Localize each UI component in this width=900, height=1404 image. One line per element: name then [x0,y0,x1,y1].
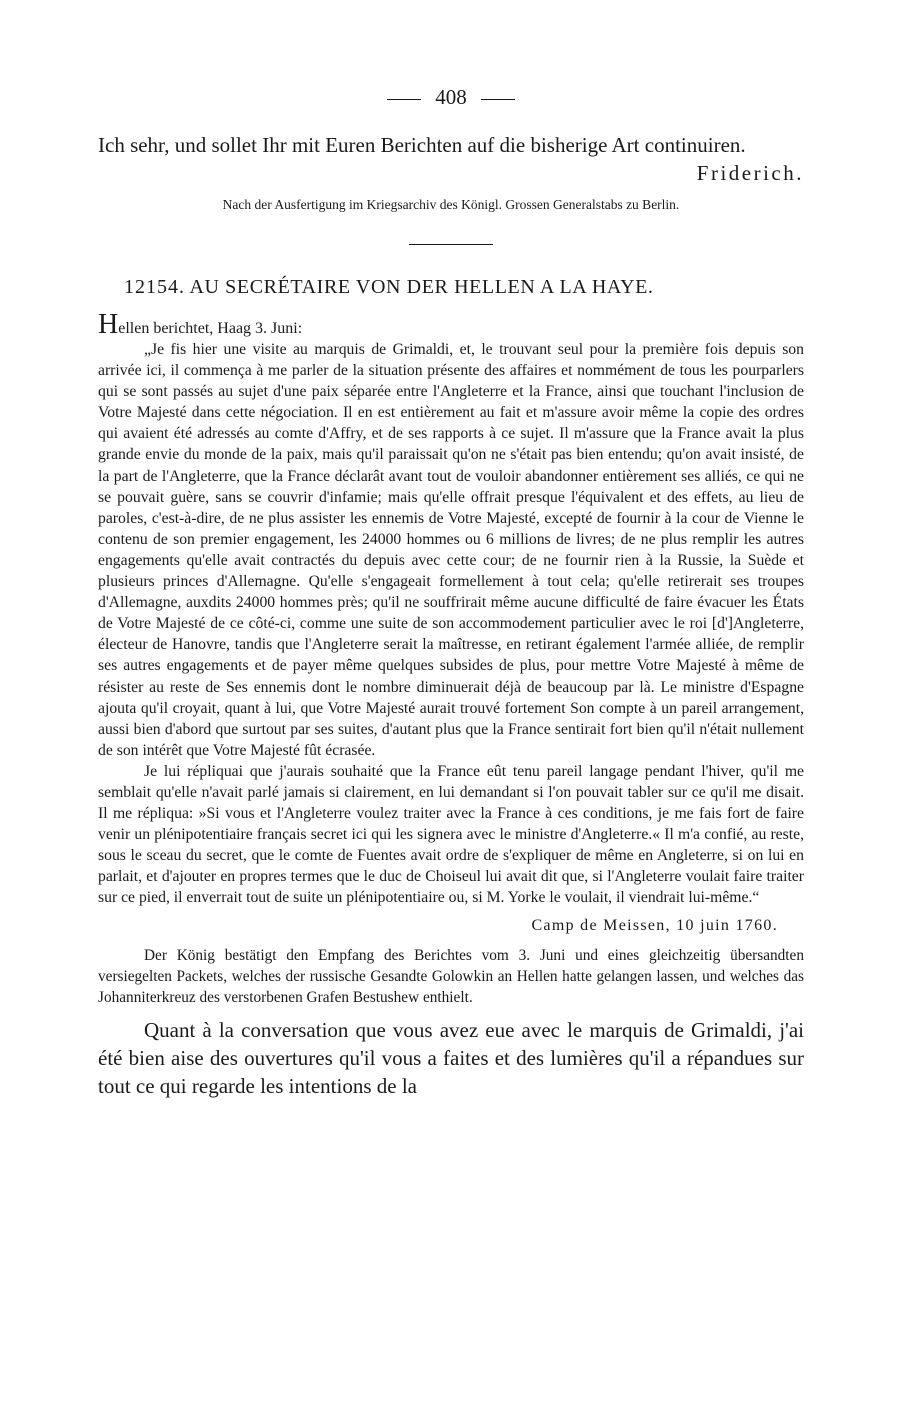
preceding-letter-closing: Ich sehr, und sollet Ihr mit Euren Berichten auf die bisherige Art continuiren. [98,133,746,157]
source-note: Nach der Ausfertigung im Kriegsarchiv des Königl. Grossen Generalstabs zu Berlin. [222,197,680,212]
signature-row [98,158,804,186]
signature: Friderich. [696,161,804,185]
quote-paragraph: „Je fis hier une visite au marquis de Grimaldi, et, le trouvant seul pour la première fois depuis son arrivée ici, il commença à me parler de la situation présente des affaires et nommément de tous les pourparlers qui se sont passés au sujet d'une paix séparée entre l'Angleterre et la France, ainsi que touchant l'inclusion de Votre Majesté dans cette négociation. Il en est entièrement au fait et m'assure avoir même la copie des ordres qui avaient été adressés au comte d'Affry, et de ses rapports à ce sujet. Il m'assure que la France avait la plus grande envie du monde de la paix, mais qu'il paraissait qu'on ne s'était pas bien entendu; qu'on avait insisté, de la part de l'Angleterre, que la France déclarât avant tout de vouloir abandonner entièrement ses alliés, ce qui ne se pouvait guère, sans se couvrir d'infamie; mais qu'elle offrait presque l'équivalent et des effets, au lieu de paroles, c'est-à-dire, de ne plus assister les ennemis de Votre Majesté, excepté de fournir à la cour de Vienne le contenu de son premier engagement, les 24000 hommes ou 6 millions de livres; de ne plus remplir les autres engagements qu'elle avait contractés du depuis avec cette cour; de ne fournir rien à la Russie, la Suède et plusieurs princes d'Allemagne. Qu'elle s'engageait formellement à tout cela; qu'elle retirerait ses troupes d'Allemagne, auxdits 24000 hommes près; qu'il ne souffrirait même aucune difficulté de faire évacuer les États de Votre Majesté de ce côté-ci, comme une suite de son accommodement particulier avec le roi [d']Angleterre, électeur de Hanovre, tandis que l'Angleterre serait la maîtresse, en retirant également l'armée alliée, de remplir ses autres engagements et de payer même quelques subsides de plus, pour mettre Votre Majesté à même de résister au reste de Ses ennemis dont le nombre diminuerait déjà de beaucoup par là. Le ministre d'Espagne ajouta qu'il croyait, quant à lui, que Votre Majesté aurait trouvé fortement Son compte à un pareil arrangement, aussi bien d'abord que surtout par ses suites, d'autant plus que la France sentirait fort bien qu'il n'était nullement de son intérêt que Votre Majesté fût écrasée. [98,341,804,759]
report-intro [98,309,804,340]
reply-paragraph: Quant à la conversation que vous avez eue avec le marquis de Grimaldi, j'ai été bien aise des ouvertures qu'il vous a faites et des lumières qu'il a répandues sur tout ce qui regarde les intentions de la [98,1017,804,1098]
running-header [98,82,804,112]
section-divider [409,244,493,245]
king-reply [98,1016,804,1100]
quote-paragraph: Je lui répliquai que j'aurais souhaité que la France eût tenu pareil langage pendant l'hiver, qu'il me semblait qu'elle n'avait parlé jamais si clairement, en lui demandant si l'on pouvait tabler sur ce qu'il me disait. Il me répliqua: »Si vous et l'Angleterre voulez traiter avec la France à ces conditions, je me fais fort de faire venir un plénipotentiaire français secret ici qui les signera avec le ministre d'Angleterre.« Il m'a confié, au reste, sous le sceau du secret, que le comte de Fuentes avait ordre de s'expliquer de même en Angleterre, si on lui en parlait, et d'ajouter en propres termes que le duc de Choiseul lui avait dit que, si l'Angleterre voulait faire traiter sur ce pied, il enverrait tout de suite un plénipotentiaire ou, si M. Yorke le voulait, il viendrait lui-même.“ [98,762,804,907]
dateline: Camp de Meissen, 10 juin 1760. [531,916,778,934]
intro-text: ellen berichtet, Haag 3. Juni: [118,320,303,337]
editorial-summary [98,945,804,1008]
summary-paragraph: Der König bestätigt den Empfang des Berichtes vom 3. Juni und eines gleichzeitig übersandten versiegelten Packets, welches der russische Gesandte Golowkin an Hellen hatte gelangen lassen, und welches das Johanniterkreuz des verstorbenen Grafen Bestushew enthielt. [98,946,804,1006]
document-number: 12154. [124,276,185,298]
header-dash-left [387,99,421,100]
page-number: 408 [435,85,467,109]
intro-initial: H [98,309,119,340]
header-dash-right [481,99,515,100]
document-title: AU SECRÉTAIRE VON DER HELLEN A LA HAYE. [189,276,654,298]
quoted-report [98,339,804,909]
document-heading [98,273,804,301]
book-page [98,82,804,1100]
